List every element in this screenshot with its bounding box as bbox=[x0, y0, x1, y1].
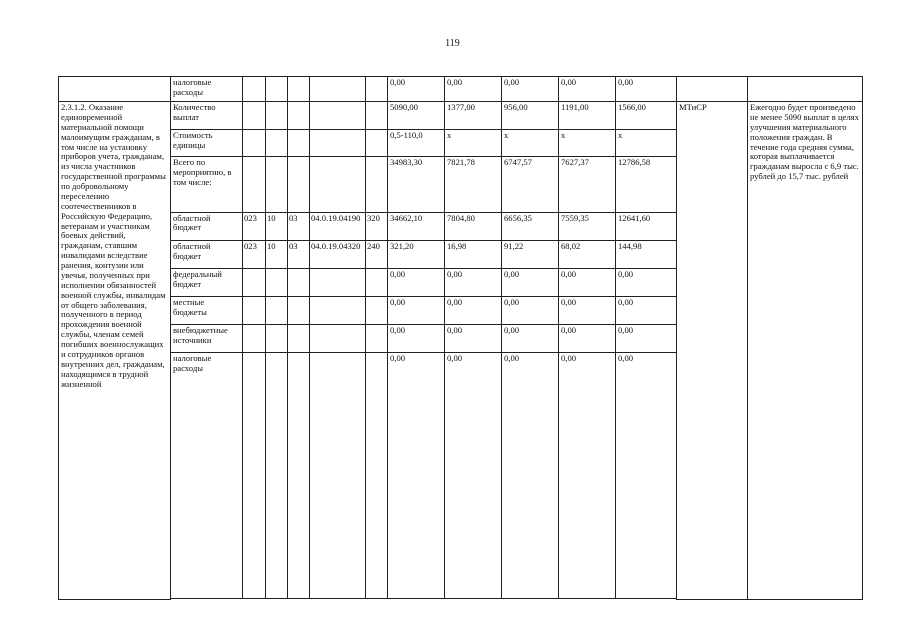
value-cell: 91,22 bbox=[502, 240, 559, 268]
value-cell: х bbox=[445, 130, 502, 157]
value-cell: 6747,57 bbox=[502, 157, 559, 212]
empty-cell bbox=[59, 77, 171, 102]
value-cell: 0,00 bbox=[616, 353, 677, 599]
value-cell: 34983,30 bbox=[388, 157, 445, 212]
value-cell: 1566,00 bbox=[616, 102, 677, 130]
result-cell: Ежегодно будет произведено не менее 5090 выплат в целях улучшения материального положения граждан. В течение года средняя сумма, которая выплачивается гражданам выросла с 6,9 тыс. рублей до 15,7 тыс. рублей bbox=[748, 102, 863, 600]
value-cell: 12641,60 bbox=[616, 212, 677, 240]
type-cell: внебюджетные источники bbox=[171, 325, 243, 353]
value-cell: 0,00 bbox=[445, 353, 502, 599]
value-cell: 5090,00 bbox=[388, 102, 445, 130]
value-cell: х bbox=[616, 130, 677, 157]
type-cell: Всего по мероприятию, в том числе: bbox=[171, 157, 243, 212]
table-row: областной бюджет 023 10 03 04.0.19.04190 320 34662,10 7804,80 6656,35 7559,35 12641,60 bbox=[59, 212, 863, 240]
value-cell: 1377,00 bbox=[445, 102, 502, 130]
value-cell: х bbox=[559, 130, 616, 157]
executor-cell: МТиСР bbox=[677, 102, 748, 600]
value-cell: 0,00 bbox=[559, 353, 616, 599]
value-cell: 0,00 bbox=[388, 325, 445, 353]
value-cell: 0,00 bbox=[559, 325, 616, 353]
value-cell: 12786,58 bbox=[616, 157, 677, 212]
type-cell: налоговые расходы bbox=[171, 77, 243, 102]
value-cell: 0,00 bbox=[616, 268, 677, 296]
value-cell: 0,00 bbox=[445, 268, 502, 296]
value-cell: 0,00 bbox=[502, 296, 559, 324]
type-cell: налоговые расходы bbox=[171, 353, 243, 599]
value-cell: 16,98 bbox=[445, 240, 502, 268]
type-cell: местные бюджеты bbox=[171, 296, 243, 324]
value-cell: 7627,37 bbox=[559, 157, 616, 212]
table-row bbox=[59, 102, 863, 130]
value-cell: 321,20 bbox=[388, 240, 445, 268]
table-row: областной бюджет 023 10 03 04.0.19.04320 240 321,20 16,98 91,22 68,02 144,98 bbox=[59, 240, 863, 268]
value-cell: 144,98 bbox=[616, 240, 677, 268]
value-cell: 0,00 bbox=[502, 77, 559, 102]
page-number: 119 bbox=[445, 38, 460, 49]
value-cell: 0,00 bbox=[616, 325, 677, 353]
value-cell: 0,00 bbox=[388, 268, 445, 296]
value-cell: 0,00 bbox=[559, 296, 616, 324]
value-cell: 7804,80 bbox=[445, 212, 502, 240]
type-cell: федеральный бюджет bbox=[171, 268, 243, 296]
value-cell: 7559,35 bbox=[559, 212, 616, 240]
value-cell: 0,00 bbox=[559, 268, 616, 296]
value-cell: 0,00 bbox=[502, 268, 559, 296]
type-cell: областной бюджет bbox=[171, 240, 243, 268]
value-cell: 0,00 bbox=[388, 353, 445, 599]
type-cell: Стоимость единицы bbox=[171, 130, 243, 157]
table-row bbox=[59, 77, 863, 102]
value-cell: 956,00 bbox=[502, 102, 559, 130]
value-cell: 0,00 bbox=[616, 77, 677, 102]
value-cell: 0,00 bbox=[559, 77, 616, 102]
program-table bbox=[58, 76, 863, 600]
value-cell: 0,00 bbox=[445, 296, 502, 324]
value-cell: 34662,10 bbox=[388, 212, 445, 240]
value-cell: 0,00 bbox=[502, 353, 559, 599]
value-cell: 0,00 bbox=[502, 325, 559, 353]
value-cell: 0,00 bbox=[445, 325, 502, 353]
type-cell: областной бюджет bbox=[171, 212, 243, 240]
value-cell: 0,00 bbox=[616, 296, 677, 324]
value-cell: 0,00 bbox=[388, 77, 445, 102]
value-cell: 6656,35 bbox=[502, 212, 559, 240]
value-cell: 0,5-110,0 bbox=[388, 130, 445, 157]
value-cell: 0,00 bbox=[445, 77, 502, 102]
type-cell: Количество выплат bbox=[171, 102, 243, 130]
value-cell: 0,00 bbox=[388, 296, 445, 324]
value-cell: 68,02 bbox=[559, 240, 616, 268]
measure-name-cell: 2.3.1.2. Оказание единовременной материальной помощи малоимущим гражданам, в том числе на установку приборов учета, гражданам, из числа участников государственной программы по добровольному переселению соотечественников в Российскую Федерацию, ветеранам и участникам боевых действий, гражданам, ставшим инвалидами вследствие ранения, контузии или увечья, полученных при исполнении обязанностей военной службы, инвалидам от общего заболевания, полученного в период прохождения военной службы, членам семей погибших военнослужащих и сотрудников органов внутренних дел, гражданам, находящимся в трудной жизненной bbox=[59, 102, 171, 600]
value-cell: 7821,78 bbox=[445, 157, 502, 212]
value-cell: 1191,00 bbox=[559, 102, 616, 130]
value-cell: х bbox=[502, 130, 559, 157]
